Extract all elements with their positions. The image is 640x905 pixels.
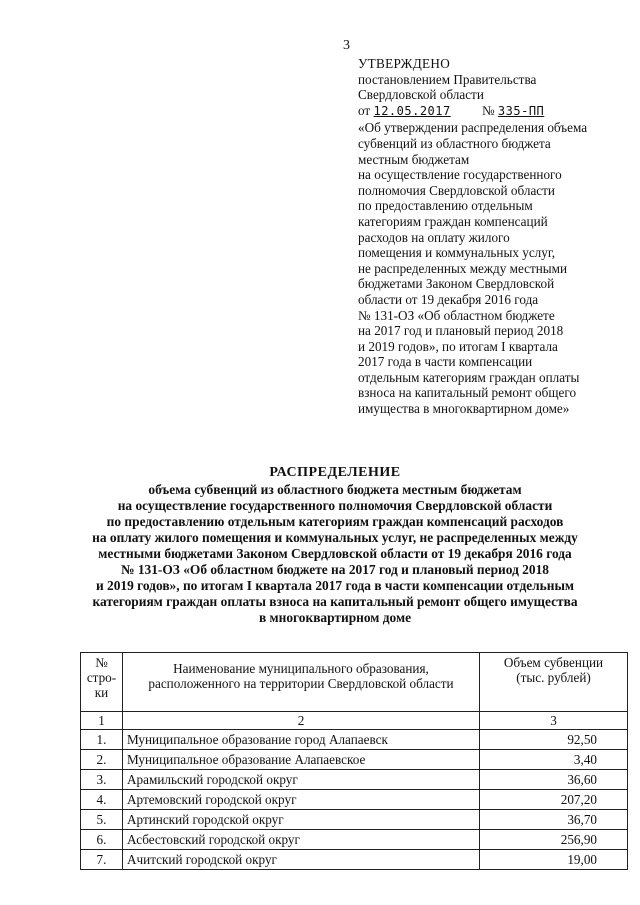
decree-title-line: полномочия Свердловской области (358, 182, 555, 198)
approval-line-2: Свердловской области (358, 87, 484, 103)
header-line: стро- (86, 670, 117, 685)
decree-title-line: расходов на оплату жилого (358, 229, 510, 245)
decree-title-line: и 2019 годов», по итогам I квартала (358, 338, 558, 354)
municipality-name: Асбестовский городской округ (123, 830, 480, 850)
row-number: 6. (81, 830, 123, 850)
table-row (81, 770, 628, 790)
table-row (81, 730, 628, 750)
decree-title-line: 2017 года в части компенсации (358, 354, 533, 370)
title-line: в многоквартирном доме (258, 610, 412, 625)
table-row (81, 810, 628, 830)
date-prefix: от (358, 102, 371, 118)
subsidy-value: 92,50 (480, 730, 628, 750)
document-heading: РАСПРЕДЕЛЕНИЕ (269, 465, 401, 480)
municipality-name: Муниципальное образование город Алапаевск (123, 730, 480, 750)
decree-title-line: на 2017 год и плановый период 2018 (358, 323, 564, 339)
title-line: на оплату жилого помещения и коммунальных услуг, не распределенных между (92, 530, 578, 545)
decree-title-line: «Об утверждении распределения объема (358, 120, 588, 136)
municipality-name: Артинский городской округ (123, 810, 480, 830)
decree-title (358, 120, 628, 416)
decree-title-line: по предоставлению отдельным (358, 198, 533, 214)
subsidy-value: 3,40 (480, 750, 628, 770)
decree-title-line: субвенций из областного бюджета (358, 135, 551, 151)
approval-block (358, 56, 628, 417)
subsidy-value: 256,90 (480, 830, 628, 850)
header-line: (тыс. рублей) (516, 670, 591, 685)
header-row-number (81, 653, 123, 712)
column-number: 1 (81, 712, 123, 730)
decree-title-line: на осуществление государственного (358, 167, 562, 183)
header-line: расположенного на территории Свердловской области (148, 676, 454, 691)
subsidy-value: 36,70 (480, 810, 628, 830)
row-number: 7. (81, 850, 123, 870)
table-row (81, 830, 628, 850)
decree-title-line: имущества в многоквартирном доме» (358, 401, 570, 417)
title-line: местными бюджетами Законом Свердловской области от 19 декабря 2016 года (98, 546, 572, 561)
table-row (81, 850, 628, 870)
municipality-name: Ачитский городской округ (123, 850, 480, 870)
row-number: 2. (81, 750, 123, 770)
subsidy-value: 207,20 (480, 790, 628, 810)
title-line: № 131-ОЗ «Об областном бюджете на 2017 год и плановый период 2018 (121, 562, 549, 577)
decree-title-line: отдельным категориям граждан оплаты (358, 369, 580, 385)
header-line: Объем субвенции (503, 655, 604, 670)
row-number: 5. (81, 810, 123, 830)
municipality-name: Муниципальное образование Алапаевское (123, 750, 480, 770)
approval-line-1: постановлением Правительства (358, 71, 537, 87)
approval-heading: УТВЕРЖДЕНО (358, 56, 451, 71)
column-number-row (81, 712, 628, 730)
decree-title-line: местным бюджетам (358, 151, 470, 167)
column-number: 3 (480, 712, 628, 730)
row-number: 4. (81, 790, 123, 810)
table-header-row (81, 653, 628, 712)
header-line: ки (94, 685, 109, 700)
decree-title-line: не распределенных между местными (358, 260, 568, 276)
decree-title-line: помещения и коммунальных услуг, (358, 245, 556, 261)
number-prefix: № (482, 102, 495, 118)
approval-number: 335-ПП (497, 103, 545, 118)
decree-title-line: бюджетами Законом Свердловской (358, 276, 555, 292)
header-line: № (95, 655, 108, 670)
decree-title-line: взноса на капитальный ремонт общего (358, 385, 577, 401)
column-number: 2 (123, 712, 480, 730)
subsidy-value: 36,60 (480, 770, 628, 790)
header-subsidy-amount (480, 653, 628, 712)
table-row (81, 790, 628, 810)
subsidy-table (80, 652, 628, 870)
title-line: на осуществление государственного полномочия Свердловской области (117, 498, 553, 513)
row-number: 1. (81, 730, 123, 750)
row-number: 3. (81, 770, 123, 790)
approval-date-line (358, 103, 628, 120)
decree-title-line: области от 19 декабря 2016 года (358, 291, 539, 307)
decree-title-line: категориям граждан компенсаций (358, 213, 548, 229)
header-line: Наименование муниципального образования, (173, 661, 429, 676)
page-number: 3 (343, 38, 350, 53)
title-line: и 2019 годов», по итогам I квартала 2017 года в части компенсации отдельным (95, 578, 575, 593)
title-line: объема субвенций из областного бюджета местным бюджетам (148, 482, 522, 497)
subsidy-value: 19,00 (480, 850, 628, 870)
title-line: категориям граждан оплаты взноса на капитальный ремонт общего имущества (92, 594, 578, 609)
header-municipality (123, 653, 480, 712)
decree-title-line: № 131-ОЗ «Об областном бюджете (358, 307, 555, 323)
table-row (81, 750, 628, 770)
approval-date: 12.05.2017 (373, 103, 451, 118)
municipality-name: Артемовский городской округ (123, 790, 480, 810)
document-title (70, 465, 600, 626)
title-line: по предоставлению отдельным категориям граждан компенсаций расходов (106, 514, 564, 529)
municipality-name: Арамильский городской округ (123, 770, 480, 790)
